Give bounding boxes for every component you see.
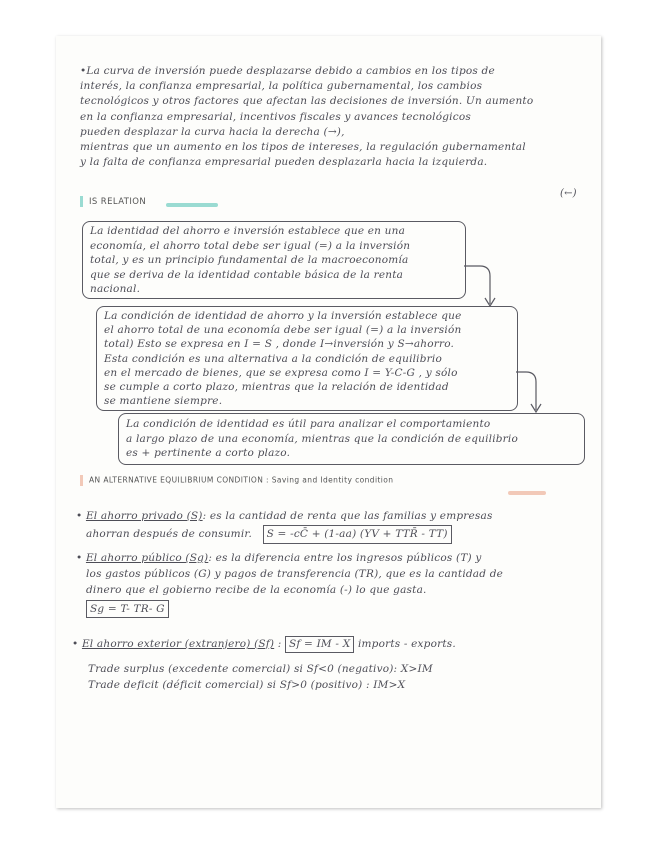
alternative-highlight [508, 491, 546, 495]
public-saving-formula: Sg = T- TR- G [86, 600, 169, 618]
public-saving-line-4 [76, 600, 503, 618]
external-saving-sep: : [277, 638, 282, 650]
intro-line: en la confianza empresarial, incentivos fiscales y avances tecnológicos [80, 110, 471, 123]
arrow-box2-to-box3 [516, 372, 536, 410]
box1-line: que se deriva de la identidad contable básica de la renta [90, 268, 404, 281]
private-saving-line-2 [76, 525, 493, 544]
private-saving-text-2: ahorran después de consumir. [86, 528, 252, 540]
private-saving-label: El ahorro privado (S) [85, 510, 203, 522]
box2-line: total) Esto se expresa en I = S , donde I→inversión y S→ahorro. [104, 338, 455, 351]
intro-line: mientras que un aumento en los tipos de intereses, la regulación gubernamental [80, 141, 526, 154]
alternative-title: AN ALTERNATIVE EQUILIBRIUM CONDITION : Saving and Identity condition [89, 475, 394, 485]
box2-line: el ahorro total de una economía debe ser igual (=) a la inversión [104, 324, 462, 337]
box2-line: Esta condición es una alternativa a la condición de equilibrio [104, 352, 442, 365]
box3-line: es + pertinente a corto plazo. [126, 447, 291, 459]
box2-line: se cumple a corto plazo, mientras que la relación de identidad [104, 381, 449, 394]
external-saving-line: • El ahorro exterior (extranjero) (Sf) : Sf = IM - X imports - exports. [72, 636, 456, 653]
intro-line: tecnológicos y otros factores que afectan las decisiones de inversión. Un aumento [80, 95, 534, 108]
box3-line: La condición de identidad es útil para analizar el comportamiento [126, 418, 491, 430]
intro-line: pueden desplazar la curva hacia la derecha (→), [80, 125, 345, 138]
public-saving-line-2: los gastos públicos (G) y pagos de transferencia (TR), que es la cantidad de [86, 568, 504, 580]
intro-line: interés, la confianza empresarial, la política gubernamental, los cambios [80, 80, 483, 93]
public-saving-label: El ahorro público (Sg) [85, 552, 209, 564]
trade-section [88, 661, 433, 693]
left-arrow-note: (←) [560, 188, 577, 199]
external-saving-section [72, 636, 456, 653]
box1-line: nacional. [90, 283, 141, 295]
external-saving-text: imports - exports. [357, 638, 456, 650]
box1-line: economía, el ahorro total debe ser igual (=) a la inversión [90, 239, 411, 252]
public-saving-text-1: : es la diferencia entre los ingresos públicos (T) y [208, 552, 482, 564]
box3-line: a largo plazo de una economía, mientras que la condición de equilibrio [126, 432, 518, 445]
trade-surplus-line: Trade surplus (excedente comercial) si Sf<0 (negativo): X>IM [88, 663, 433, 675]
private-saving-formula: S = -cC̄ + (1-aa) (YV + TTR̄ - TT) [263, 525, 452, 544]
arrow-box1-to-box2 [464, 266, 490, 304]
alternative-heading [80, 475, 393, 486]
public-saving-section [76, 550, 503, 618]
trade-deficit-line: Trade deficit (déficit comercial) si Sf>0 (positivo) : IM>X [88, 679, 406, 691]
heading-marker [80, 475, 83, 486]
private-saving-section [76, 508, 493, 544]
box2-line: se mantiene siempre. [104, 395, 223, 408]
public-saving-line-3: dinero que el gobierno recibe de la economía (-) lo que gasta. [86, 584, 427, 596]
intro-line: y la falta de confianza empresarial pueden desplazarla hacia la izquierda. [80, 156, 488, 169]
private-saving-line-1: • El ahorro privado (S): es la cantidad de renta que las familias y empresas [76, 510, 493, 522]
external-saving-formula: Sf = IM - X [285, 636, 354, 653]
public-saving-line-1: • El ahorro público (Sg): es la diferencia entre los ingresos públicos (T) y [76, 552, 482, 564]
box1-line: La identidad del ahorro e inversión establece que en una [90, 225, 406, 237]
private-saving-text-1: : es la cantidad de renta que las familias y empresas [202, 510, 493, 522]
intro-line: •La curva de inversión puede desplazarse debido a cambios en los tipos de [80, 65, 495, 77]
is-relation-title: IS RELATION [89, 197, 147, 207]
box2-line: en el mercado de bienes, que se expresa como I = Y-C-G , y sólo [104, 366, 458, 379]
box2-line: La condición de identidad de ahorro y la inversión establece que [104, 310, 462, 322]
box1-line: total, y es un principio fundamental de la macroeconomía [90, 254, 409, 266]
external-saving-label: El ahorro exterior (extranjero) (Sf) [81, 638, 275, 650]
